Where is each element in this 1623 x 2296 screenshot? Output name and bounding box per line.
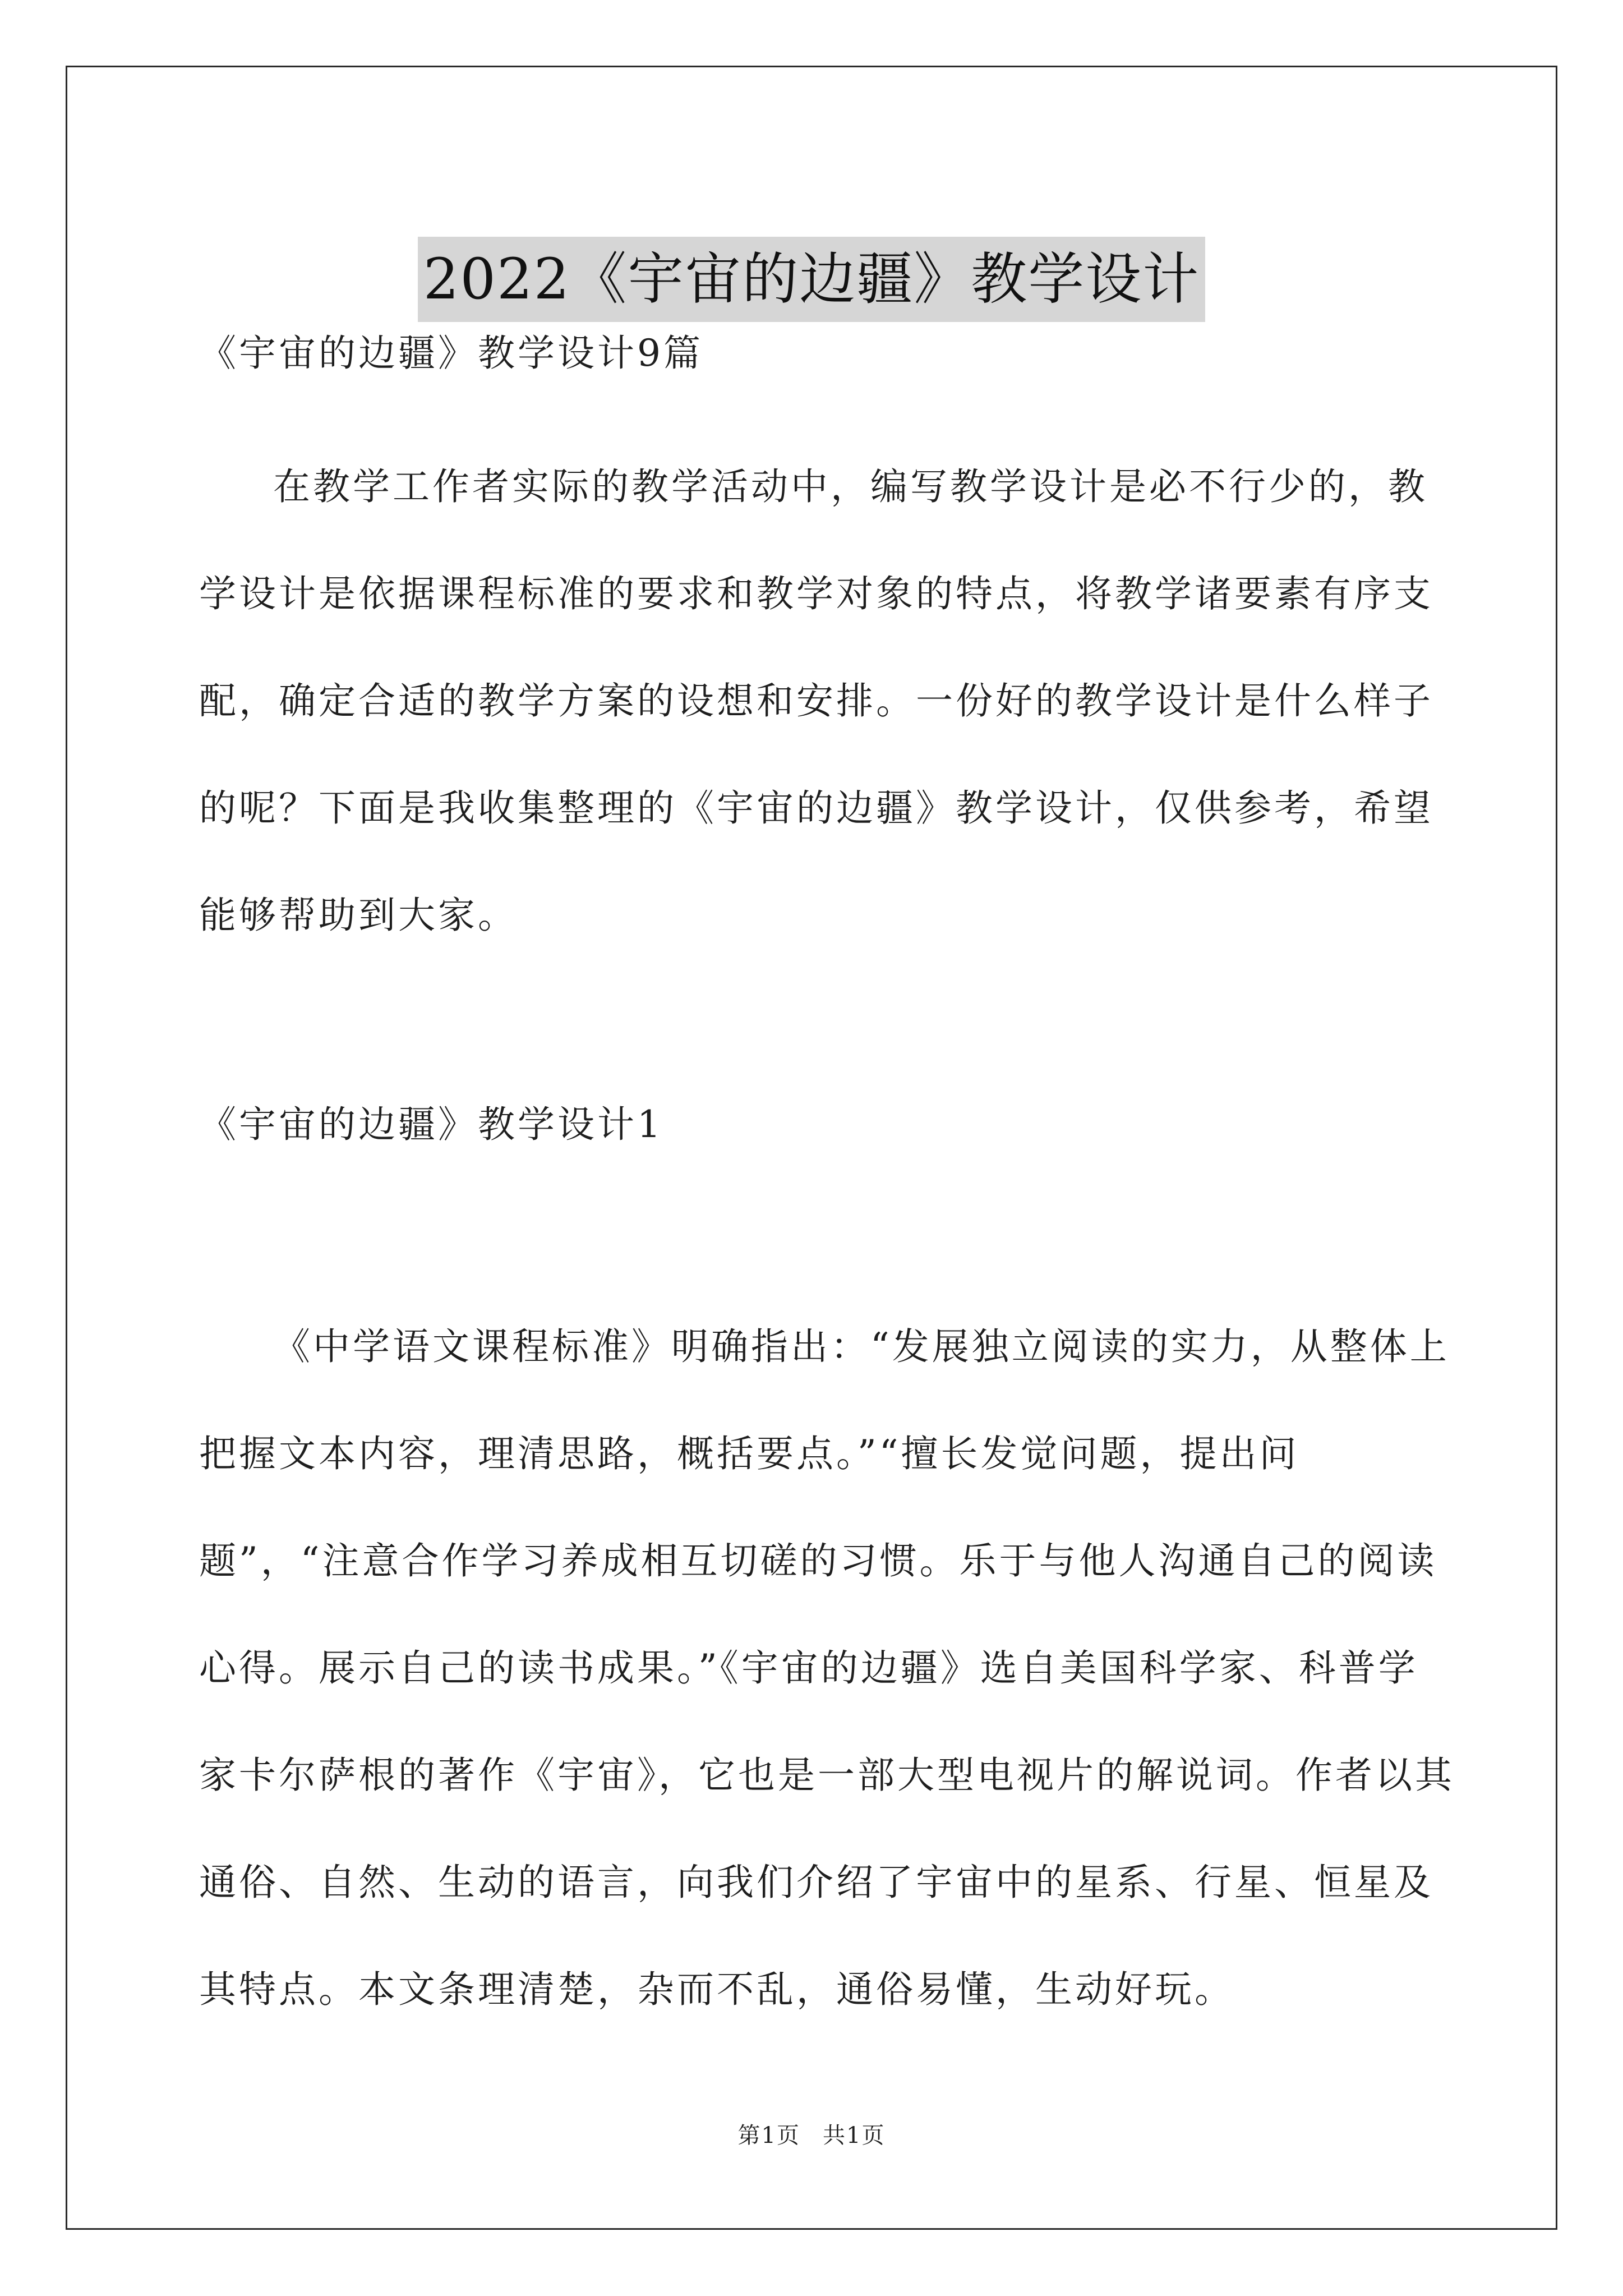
document-subtitle: 《宇宙的边疆》教学设计9篇 [199, 332, 703, 375]
section-heading: 《宇宙的边疆》教学设计1 [199, 1103, 663, 1146]
section-paragraph: 《中学语文课程标准》明确指出：“发展独立阅读的实力，从整体上把握文本内容，理清思路，概括要点。”“擅长发觉问题，提出问题”，“注意合作学习养成相互切磋的习惯。乐于与他人沟通自己的阅读心得。展示自己的读书成果。”《宇宙的边疆》选自美国科学家、科普学家卡尔萨根的著作《宇宙》，它也是一部大型电视片的解说词。作者以其通俗、自然、生动的语言，向我们介绍了宇宙中的星系、行星、恒星及其特点。本文条理清楚，杂而不乱，通俗易懂，生动好玩。 [199, 1325, 1455, 2011]
document-title: 2022《宇宙的边疆》教学设计 [418, 237, 1206, 322]
page-footer [0, 2118, 1623, 2150]
page-number-total: 共1页 [823, 2123, 886, 2148]
page-number-current: 第1页 [737, 2123, 800, 2148]
intro-paragraph: 在教学工作者实际的教学活动中，编写教学设计是必不行少的，教学设计是依据课程标准的要求和教学对象的特点，将教学诸要素有序支配，确定合适的教学方案的设想和安排。一份好的教学设计是什么样子的呢？下面是我收集整理的《宇宙的边疆》教学设计，仅供参考，希望能够帮助到大家。 [199, 465, 1433, 937]
